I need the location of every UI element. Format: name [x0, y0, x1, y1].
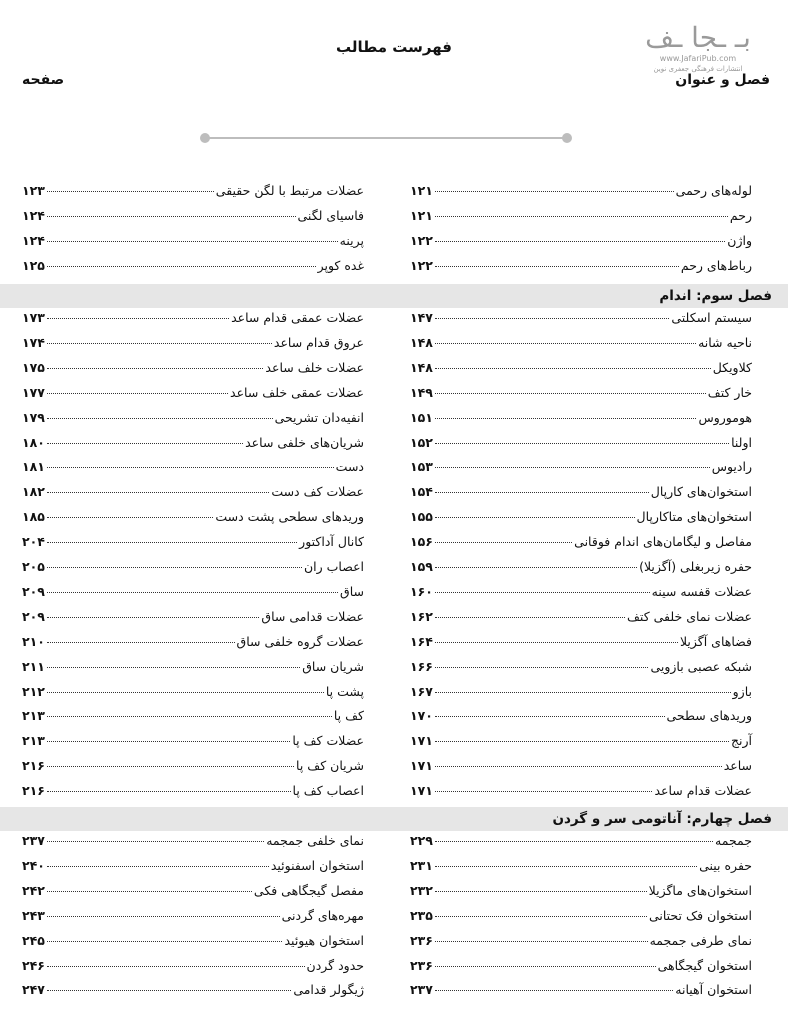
dot-leader: [47, 542, 297, 543]
dot-leader: [47, 716, 332, 717]
toc-entry[interactable]: [22, 534, 364, 554]
toc-entry-title: پرینه: [339, 232, 364, 248]
toc-entry-title: وریدهای سطحی: [666, 708, 752, 724]
toc-entry[interactable]: [410, 410, 752, 430]
toc-entry[interactable]: [410, 708, 752, 728]
dot-leader: [435, 592, 650, 593]
toc-entry-title: بازو: [732, 683, 752, 699]
toc-entry-title: ناحیه شانه: [698, 334, 752, 350]
toc-entry-page: ۱۷۷: [22, 384, 45, 400]
dot-leader: [47, 916, 280, 917]
toc-entry-page: ۱۲۳: [22, 183, 45, 198]
dot-leader: [47, 667, 300, 668]
toc-entry[interactable]: [22, 410, 364, 430]
toc-entry-page: ۲۰۹: [22, 608, 45, 624]
toc-entry[interactable]: [22, 385, 364, 405]
toc-entry-title: هوموروس: [698, 409, 752, 425]
toc-entry-title: عروق قدام ساعد: [273, 334, 364, 350]
toc-entry-title: عضلات خلف ساعد: [265, 359, 364, 375]
dot-leader: [435, 692, 731, 693]
toc-entry[interactable]: [410, 509, 752, 529]
toc-entry-title: فاسیای لگنی: [297, 207, 364, 223]
toc-entry[interactable]: [22, 958, 364, 978]
dot-leader: [435, 443, 729, 444]
column-header-chapter: فصل و عنوان: [675, 72, 770, 88]
toc-entry-page: ۱۶۷: [410, 683, 433, 699]
logo-subtitle: انتشارات فرهنگی جعفری نوین: [653, 65, 743, 73]
toc-entry[interactable]: [22, 908, 364, 928]
toc-entry-page: ۱۷۰: [410, 708, 433, 724]
toc-entry-page: ۱۴۸: [410, 359, 433, 375]
dot-leader: [435, 866, 697, 867]
toc-entry[interactable]: [22, 208, 364, 228]
chapter-heading: [0, 284, 788, 308]
dot-leader: [435, 241, 725, 242]
toc-entry-title: جمجمه: [715, 833, 752, 848]
toc-entry-title: عضلات قدامی ساق: [261, 608, 364, 624]
toc-entry-title: حدود گردن: [306, 957, 364, 973]
toc-entry[interactable]: [22, 708, 364, 728]
toc-entry-title: نمای طرفی جمجمه: [649, 932, 752, 948]
toc-entry-title: خار کتف: [707, 384, 752, 400]
toc-entry[interactable]: [22, 783, 364, 803]
divider-dot-icon: [200, 133, 210, 143]
dot-leader: [47, 941, 283, 942]
toc-entry-page: ۲۱۳: [22, 733, 45, 749]
toc-entry[interactable]: [410, 258, 752, 278]
toc-entry[interactable]: [22, 258, 364, 278]
toc-entry-title: حفره زیربغلی (آگزیلا): [639, 559, 752, 574]
toc-entry[interactable]: [22, 484, 364, 504]
toc-entry-page: ۲۴۳: [22, 907, 45, 923]
dot-leader: [435, 617, 625, 618]
toc-entry[interactable]: [410, 360, 752, 380]
toc-entry-title: انفیه‌دان تشریحی: [274, 409, 364, 425]
toc-entry-title: ژیگولر قدامی: [293, 982, 364, 998]
dot-leader: [47, 393, 228, 394]
toc-entry[interactable]: [22, 559, 364, 579]
toc-entry[interactable]: [22, 509, 364, 529]
dot-leader: [435, 266, 679, 267]
dot-leader: [47, 266, 316, 267]
toc-entry[interactable]: [22, 858, 364, 878]
toc-entry[interactable]: [410, 858, 752, 878]
toc-entry-title: شبکه عصبی بازویی: [650, 658, 752, 674]
toc-entry-title: استخوان فک تحتانی: [648, 907, 752, 923]
toc-entry[interactable]: [410, 883, 752, 903]
dot-leader: [47, 418, 273, 419]
toc-entry-title: عضلات نمای خلفی کتف: [626, 608, 752, 624]
dot-leader: [47, 343, 272, 344]
toc-entry-page: ۱۸۵: [22, 509, 45, 525]
toc-entry-page: ۱۵۲: [410, 434, 433, 450]
toc-entry[interactable]: [410, 584, 752, 604]
toc-entry-page: ۱۸۰: [22, 434, 45, 450]
dot-leader: [435, 343, 696, 344]
dot-leader: [435, 642, 678, 643]
toc-entry-title: ساعد: [723, 758, 752, 774]
toc-entry[interactable]: [410, 733, 752, 753]
toc-entry[interactable]: [410, 183, 752, 203]
toc-entry-page: ۱۲۱: [410, 183, 433, 198]
toc-entry-page: ۲۰۴: [22, 534, 45, 550]
toc-entry[interactable]: [410, 233, 752, 253]
toc-entry-page: ۱۵۴: [410, 484, 433, 500]
toc-entry-page: ۲۱۱: [22, 658, 45, 674]
toc-entry-title: مهره‌های گردنی: [281, 907, 364, 923]
toc-entry-page: ۱۴۸: [410, 334, 433, 350]
dot-leader: [435, 418, 697, 419]
toc-entry-title: استخوان‌های کارپال: [650, 484, 752, 500]
toc-entry[interactable]: [410, 559, 752, 579]
chapter-heading-text: فصل چهارم: آناتومی سر و گردن: [0, 807, 788, 831]
toc-entry-title: اعصاب کف پا: [292, 783, 364, 799]
toc-entry[interactable]: [410, 659, 752, 679]
toc-entry-title: کانال آداکتور: [299, 534, 364, 550]
toc-entry-title: رحم: [729, 207, 752, 223]
toc-entry-title: ساق: [340, 583, 364, 599]
toc-entry-page: ۱۸۲: [22, 484, 45, 500]
toc-entry[interactable]: [22, 982, 364, 1002]
toc-entry-title: دست: [335, 459, 364, 475]
toc-entry-page: ۲۳۶: [410, 957, 433, 973]
dot-leader: [47, 891, 252, 892]
toc-entry-title: عضلات مرتبط با لگن حقیقی: [215, 183, 364, 198]
toc-entry-title: عضلات عمقی خلف ساعد: [230, 384, 364, 400]
logo-mark: بـ ـجا ـف: [645, 21, 751, 54]
toc-entry[interactable]: [22, 233, 364, 253]
toc-entry-page: ۱۷۳: [22, 310, 45, 325]
toc-entry-title: نمای خلفی جمجمه: [266, 833, 364, 848]
toc-entry-page: ۱۶۲: [410, 608, 433, 624]
dot-leader: [47, 368, 264, 369]
toc-entry-page: ۲۱۰: [22, 633, 45, 649]
toc-entry-page: ۲۳۱: [410, 857, 433, 873]
toc-entry-page: ۱۴۹: [410, 384, 433, 400]
toc-entry-title: عضلات گروه خلفی ساق: [236, 633, 364, 649]
toc-entry-page: ۱۷۱: [410, 783, 433, 799]
toc-entry-title: استخوان آهیانه: [675, 982, 752, 998]
dot-leader: [47, 467, 334, 468]
toc-entry-title: استخوان‌های متاکارپال: [636, 509, 752, 525]
dot-leader: [435, 467, 710, 468]
toc-entry-page: ۲۲۹: [410, 833, 433, 848]
dot-leader: [435, 741, 729, 742]
toc-entry-title: شریان ساق: [302, 658, 364, 674]
toc-entry-title: حفره بینی: [699, 857, 752, 873]
toc-entry-title: سیستم اسکلتی: [671, 310, 752, 325]
toc-entry-page: ۲۴۲: [22, 882, 45, 898]
toc-entry-page: ۲۱۳: [22, 708, 45, 724]
toc-entry-page: ۱۶۰: [410, 583, 433, 599]
toc-entry-title: کلاویکل: [712, 359, 752, 375]
chapter-heading-text: فصل سوم: اندام: [0, 284, 788, 308]
toc-entry[interactable]: [22, 758, 364, 778]
dot-leader: [47, 990, 291, 991]
toc-entry-page: ۲۳۶: [410, 932, 433, 948]
toc-entry-title: کف پا: [333, 708, 364, 724]
toc-entry-title: رادیوس: [711, 459, 752, 475]
toc-entry[interactable]: [22, 634, 364, 654]
dot-leader: [435, 393, 706, 394]
toc-entry-title: رباط‌های رحم: [680, 257, 752, 273]
toc-entry-title: عضلات عمقی قدام ساعد: [231, 310, 364, 325]
toc-entry-page: ۲۱۶: [22, 783, 45, 799]
toc-entry-title: پشت پا: [325, 683, 364, 699]
toc-entry-title: استخوان‌های ماگزیلا: [648, 882, 752, 898]
toc-entry-title: واژن: [727, 232, 752, 248]
toc-entry[interactable]: [22, 584, 364, 604]
toc-entry-page: ۲۱۶: [22, 758, 45, 774]
toc-entry[interactable]: [410, 534, 752, 554]
toc-entry-title: غده کوپر: [317, 257, 364, 273]
column-header-page: صفحه: [22, 72, 65, 88]
dot-leader: [47, 318, 229, 319]
toc-entry-title: لوله‌های رحمی: [675, 183, 752, 198]
dot-leader: [435, 791, 653, 792]
dot-leader: [435, 716, 665, 717]
toc-entry-title: آرنج: [730, 733, 752, 749]
toc-entry[interactable]: [22, 310, 364, 330]
toc-entry[interactable]: [22, 435, 364, 455]
toc-entry-page: ۱۲۲: [410, 257, 433, 273]
toc-entry-title: استخوان اسفنوئید: [270, 857, 364, 873]
toc-entry[interactable]: [410, 758, 752, 778]
dot-leader: [47, 443, 243, 444]
toc-entry-page: ۱۲۲: [410, 232, 433, 248]
toc-entry[interactable]: [410, 908, 752, 928]
toc-entry-page: ۲۴۶: [22, 957, 45, 973]
toc-entry-page: ۲۴۰: [22, 857, 45, 873]
toc-entry[interactable]: [22, 360, 364, 380]
toc-entry[interactable]: [22, 684, 364, 704]
toc-entry[interactable]: [22, 733, 364, 753]
dot-leader: [47, 766, 294, 767]
toc-entry-title: اعصاب ران: [303, 559, 364, 574]
toc-entry[interactable]: [410, 609, 752, 629]
toc-entry[interactable]: [410, 459, 752, 479]
dot-leader: [47, 517, 213, 518]
toc-entry[interactable]: [410, 684, 752, 704]
dot-leader: [47, 567, 302, 568]
page-title: فهرست مطالب: [336, 38, 452, 56]
toc-entry-page: ۱۲۴: [22, 232, 45, 248]
dot-leader: [435, 216, 728, 217]
toc-entry-page: ۱۲۱: [410, 207, 433, 223]
dot-leader: [47, 191, 214, 192]
toc-entry[interactable]: [22, 335, 364, 355]
dot-leader: [47, 492, 269, 493]
dot-leader: [47, 741, 290, 742]
dot-leader: [47, 791, 291, 792]
dot-leader: [47, 216, 296, 217]
dot-leader: [435, 990, 673, 991]
dot-leader: [435, 841, 713, 842]
dot-leader: [47, 692, 324, 693]
dot-leader: [435, 492, 649, 493]
toc-entry-title: شریان‌های خلفی ساعد: [245, 434, 364, 450]
toc-entry-page: ۲۳۵: [410, 907, 433, 923]
dot-leader: [435, 941, 648, 942]
toc-entry-title: عضلات قفسه سینه: [651, 583, 752, 599]
dot-leader: [435, 766, 722, 767]
dot-leader: [47, 642, 235, 643]
toc-entry-page: ۱۶۴: [410, 633, 433, 649]
dot-leader: [435, 191, 674, 192]
toc-entry[interactable]: [410, 982, 752, 1002]
toc-entry-page: ۲۰۵: [22, 559, 45, 574]
toc-entry-title: مفاصل و لیگامان‌های اندام فوقانی: [574, 534, 752, 550]
toc-entry[interactable]: [410, 783, 752, 803]
dot-leader: [47, 866, 269, 867]
toc-entry-page: ۱۷۱: [410, 758, 433, 774]
toc-entry-page: ۱۷۴: [22, 334, 45, 350]
dot-leader: [47, 592, 338, 593]
toc-entry-title: استخوان گیجگاهی: [657, 957, 752, 973]
toc-entry-page: ۲۰۹: [22, 583, 45, 599]
toc-entry-page: ۱۲۴: [22, 207, 45, 223]
toc-entry-page: ۱۷۵: [22, 359, 45, 375]
dot-leader: [435, 667, 649, 668]
toc-entry-page: ۱۴۷: [410, 310, 433, 325]
dot-leader: [435, 567, 637, 568]
toc-entry-page: ۱۷۱: [410, 733, 433, 749]
toc-entry[interactable]: [22, 183, 364, 203]
logo-url: www.JafariPub.com: [659, 54, 737, 63]
dot-leader: [47, 841, 264, 842]
toc-entry-page: ۲۳۷: [22, 833, 45, 848]
toc-entry-title: شریان کف پا: [296, 758, 364, 774]
dot-leader: [47, 241, 338, 242]
toc-entry-title: فضاهای آگزیلا: [679, 633, 752, 649]
toc-entry-title: عضلات قدام ساعد: [654, 783, 752, 799]
toc-entry[interactable]: [22, 933, 364, 953]
toc-entry-page: ۲۳۲: [410, 882, 433, 898]
toc-entry[interactable]: [22, 609, 364, 629]
toc-entry[interactable]: [410, 933, 752, 953]
toc-entry[interactable]: [410, 335, 752, 355]
chapter-heading: [0, 807, 788, 831]
toc-entry-page: ۲۳۷: [410, 982, 433, 998]
dot-leader: [47, 617, 260, 618]
toc-entry-title: اولنا: [731, 434, 752, 450]
toc-entry-title: وریدهای سطحی پشت دست: [215, 509, 364, 525]
toc-entry[interactable]: [410, 385, 752, 405]
dot-leader: [435, 542, 572, 543]
toc-entry-title: عضلات کف پا: [292, 733, 364, 749]
toc-entry[interactable]: [410, 208, 752, 228]
dot-leader: [435, 318, 669, 319]
toc-entry[interactable]: [22, 659, 364, 679]
dot-leader: [47, 966, 305, 967]
toc-entry-page: ۱۷۹: [22, 409, 45, 425]
toc-entry[interactable]: [410, 958, 752, 978]
toc-entry[interactable]: [410, 435, 752, 455]
toc-entry[interactable]: [410, 833, 752, 853]
toc-entry-page: ۱۵۱: [410, 409, 433, 425]
dot-leader: [435, 916, 647, 917]
toc-entry-page: ۱۵۹: [410, 559, 433, 574]
toc-entry[interactable]: [22, 883, 364, 903]
toc-entry[interactable]: [410, 634, 752, 654]
toc-entry-page: ۱۲۵: [22, 257, 45, 273]
toc-entry[interactable]: [22, 459, 364, 479]
toc-entry-title: استخوان هیوئید: [284, 932, 364, 948]
toc-entry-page: ۲۱۲: [22, 683, 45, 699]
toc-entry-page: ۱۵۳: [410, 459, 433, 475]
toc-entry-title: مفصل گیجگاهی فکی: [253, 882, 364, 898]
toc-entry-page: ۱۶۶: [410, 658, 433, 674]
toc-entry-page: ۱۵۶: [410, 534, 433, 550]
toc-entry-page: ۲۴۷: [22, 982, 45, 998]
dot-leader: [435, 517, 635, 518]
toc-entry[interactable]: [22, 833, 364, 853]
divider-dot-icon: [562, 133, 572, 143]
toc-entry-page: ۱۵۵: [410, 509, 433, 525]
dot-leader: [435, 891, 647, 892]
toc-entry-page: ۱۸۱: [22, 459, 45, 475]
decorative-divider: [204, 137, 568, 139]
toc-entry[interactable]: [410, 310, 752, 330]
toc-entry-page: ۲۴۵: [22, 932, 45, 948]
toc-entry[interactable]: [410, 484, 752, 504]
toc-entry-title: عضلات کف دست: [271, 484, 364, 500]
dot-leader: [435, 368, 711, 369]
dot-leader: [435, 966, 656, 967]
